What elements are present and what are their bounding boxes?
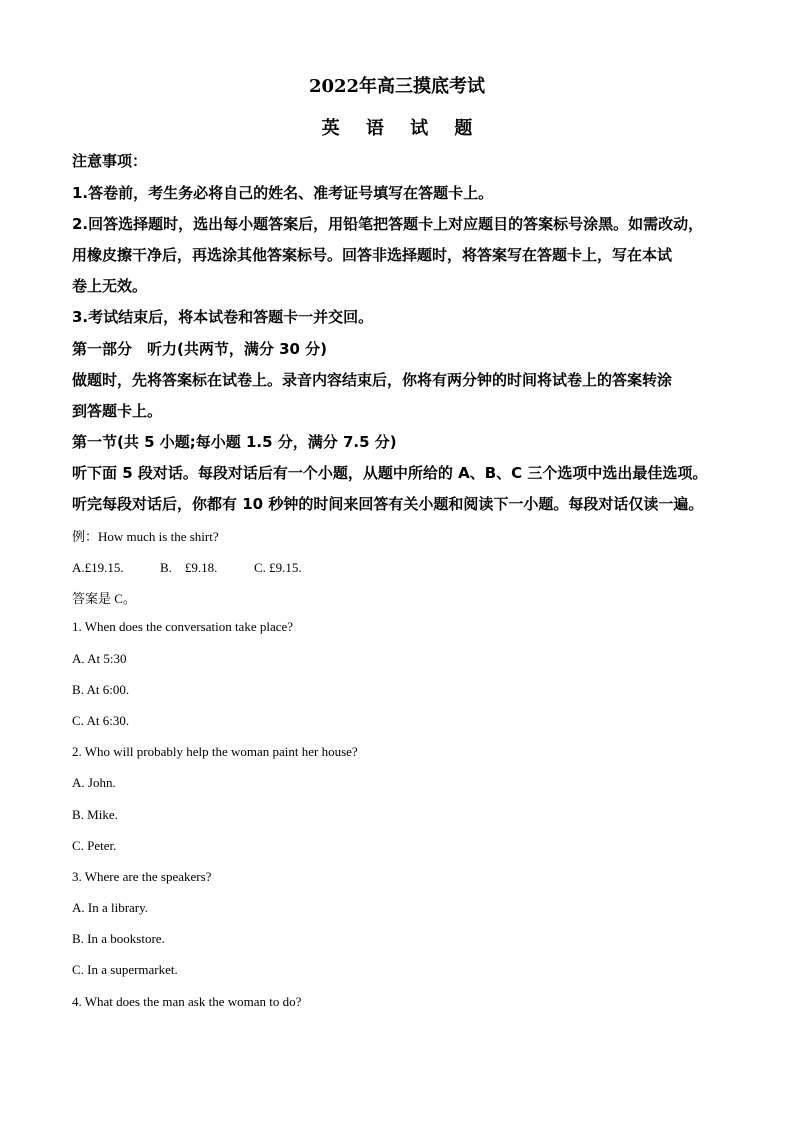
notice-item-2-end: 卷上无效。 [72,277,148,295]
exam-title: 2022年高三摸底考试 [308,76,486,97]
notice-item-2: 2.回答选择题时，选出每小题答案后，用铅笔把答题卡上对应题目的答案标号涂黑。如需改动， [72,215,704,233]
example-answer: 答案是 C。 [72,591,136,606]
notice-item-1: 1.答卷前，考生务必将自己的姓名、准考证号填写在答题卡上。 [72,184,494,202]
notice-heading: 注意事项： [72,152,148,170]
part1-heading: 第一部分 听力(共两节，满分 30 分) [72,340,328,358]
section1-heading: 第一节(共 5 小题;每小题 1.5 分，满分 7.5 分) [72,433,397,451]
question-2-option-c: C. Peter. [72,838,117,853]
question-3-stem: 3. Where are the speakers? [72,869,212,884]
question-2-option-b: B. Mike. [72,807,118,822]
notice-item-2-cont: 用橡皮擦干净后，再选涂其他答案标号。回答非选择题时，将答案写在答题卡上，写在本试 [72,246,673,264]
part1-intro-line-2: 到答题卡上。 [72,402,163,420]
question-3-option-a: A. In a library. [72,900,149,915]
question-1-stem: 1. When does the conversation take place? [72,619,294,634]
question-4-stem: 4. What does the man ask the woman to do? [72,994,302,1009]
example-option-b: B. £9.18. [160,560,218,575]
question-2-stem: 2. Who will probably help the woman paint her house? [72,744,358,759]
question-1-option-b: B. At 6:00. [72,682,130,697]
example-option-c: C. £9.15. [254,560,302,575]
question-1-option-c: C. At 6:30. [72,713,130,728]
example-question: 例：How much is the shirt? [72,529,219,544]
question-1-option-a: A. At 5:30 [72,651,127,666]
section1-instruction-1: 听下面 5 段对话。每段对话后有一个小题，从题中所给的 A、B、C 三个选项中选出最佳选项。 [72,464,708,482]
part1-intro-line-1: 做题时，先将答案标在试卷上。录音内容结束后，你将有两分钟的时间将试卷上的答案转涂 [72,371,673,389]
example-option-a: A.£19.15. [72,560,124,575]
exam-subject: 英 语 试 题 [321,118,483,139]
question-3-option-c: C. In a supermarket. [72,962,178,977]
question-3-option-b: B. In a bookstore. [72,931,165,946]
section1-instruction-2: 听完每段对话后，你都有 10 秒钟的时间来回答有关小题和阅读下一小题。每段对话仅读一遍。 [72,495,704,513]
example-options [72,557,302,576]
notice-item-3: 3.考试结束后，将本试卷和答题卡一并交回。 [72,308,374,326]
question-2-option-a: A. John. [72,775,116,790]
